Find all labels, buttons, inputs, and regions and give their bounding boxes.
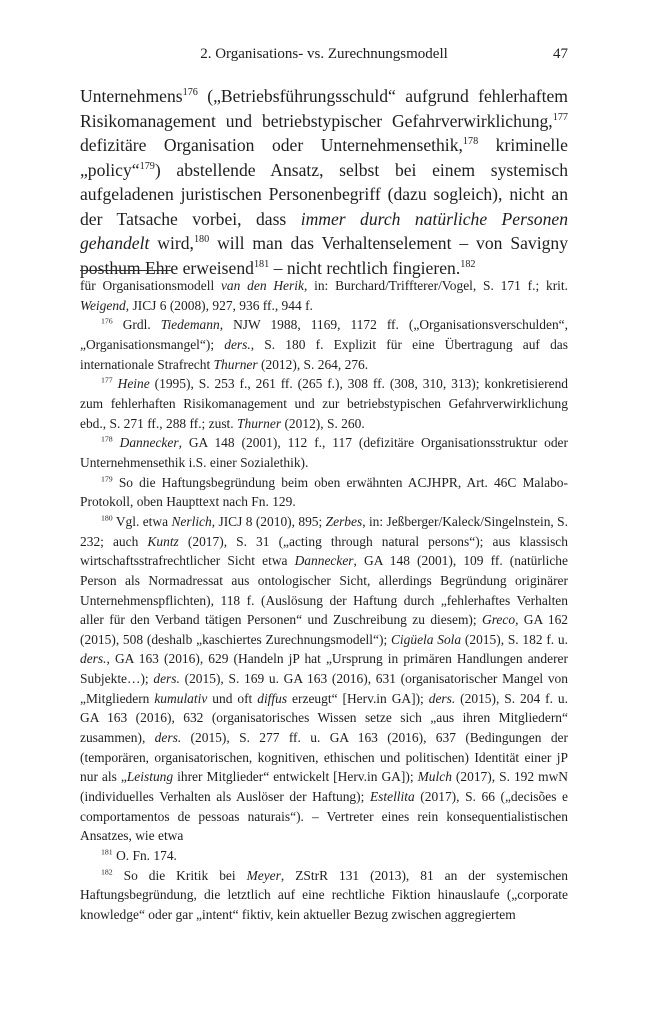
footnote-ref-176: 176 [182,87,198,99]
main-text [80,84,568,280]
footnote-ref-178: 178 [462,136,479,148]
footnote-ref-181: 181 [253,258,270,270]
footnote-separator [80,270,172,271]
footnote-ref-179: 179 [139,160,155,172]
footnote-182: $^{182}$ So die Kritik bei Meyer, ZStrR 131 (2013), 81 an der systemischen Haftungsbegründung, die letztlich auf eine rechtliche Fiktion hinauslaufe („corporate knowledge“ oder gar „intent“ fiktiv, kein aktueller Bezug zwischen aggregiertem [80,867,568,922]
footnote-ref-180: 180 [193,234,210,246]
running-head [80,46,568,68]
footnote-176: $^{176}$ Grdl. Tiedemann, NJW 1988, 1169, 1172 ff. („Organisationsverschulden“, „Organisationsmangel“); ders., S. 180 f. Explizit für eine Übertragung auf das internationale Strafrecht Thurner (2012), S. 264, 276. [80,316,568,372]
footnote-ref-177: 177 [552,111,568,123]
page-number: 47 [553,46,568,62]
emphasis: immer durch natürliche Personen gehandelt [80,208,569,253]
footnote-177: $^{177}$ Heine (1995), S. 253 f., 261 ff. (265 f.), 308 ff. (308, 310, 313); konkretisierend zum fehlerhaften Risikomanagement und zur betriebstypischen Gefahrverwirklichung ebd., S. 271 ff., 288 ff.; zust. Thurner (2012), S. 260. [80,375,569,431]
chapter-title: 2. Organisations- vs. Zurechnungsmodell [200,46,448,62]
footnotes [80,276,568,925]
footnote-continuation: für Organisationsmodell van den Herik, in: Burchard/Triffterer/Vogel, S. 171 f.; krit. Weigend, JICJ 6 (2008), 927, 936 ff., 944 f. [80,278,568,313]
footnote-181: $^{181}$ O. Fn. 174. [101,847,177,864]
footnote-179: $^{179}$ So die Haftungsbegründung beim oben erwähnten ACJHPR, Art. 46C Malabo-Protokoll, oben Haupttext nach Fn. 129. [80,474,568,510]
footnote-178: $^{178}$ Dannecker, GA 148 (2001), 112 f., 117 (defizitäre Organisationsstruktur oder Unternehmensethik i.S. einer Sozialethik). [80,434,568,470]
footnote-ref-182: 182 [460,258,476,270]
main-paragraph: Unternehmens$^{176}$ („Betriebsführungsschuld“ aufgrund fehlerhaftem Risikomanagement und betriebstypischer Gefahrverwirklichung,$^{177}$ defizitäre Organisation oder Unternehmensethik,$^{178}$ kriminelle „policy“$^{179}$) abstellende Ansatz, selbst bei einem systemisch aufgeladenen juristischen Personenbegriff (dazu sogleich), nicht an der Tatsache vorbei, dass immer durch natürliche Personen gehandelt wird,$^{180}$ will man das Verhaltenselement – von Savigny posthum Ehre erweisend$^{181}$ – nicht rechtlich fingieren.$^{182}$ [80,86,569,278]
footnote-180: $^{180}$ Vgl. etwa Nerlich, JICJ 8 (2010), 895; Zerbes, in: Jeßberger/Kaleck/Singelnstein, S. 232; auch Kuntz (2017), S. 31 („acting through natural persons“); aus klassisch wirtschaftsstrafrechtlicher Sicht etwa Dannecker, GA 148 (2001), 109 ff. (natürliche Person als Normadressat aus ontologischer Sicht, allerdings Begründung originärer Unternehmenspflichten), 118 f. (Auslösung der Haftung durch „fehlerhaftes Verhalten aller für den Verband tätigen Personen“ und Zuschreibung zu diesem); Greco, GA 162 (2015), 508 (deshalb „kaschiertes Zurechnungsmodell“); Cigüela Sola (2015), S. 182 f. u. ders., GA 163 (2016), 629 (Handeln jP hat „Ursprung in primären Handlungen anderer Subjekte…); ders. (2015), S. 169 u. GA 163 (2016), 631 (organisatorischer Mangel von „Mitgliedern kumulativ und oft diffus erzeugt“ [Herv.in GA]); ders. (2015), S. 204 f. u. GA 163 (2016), 632 (organisatorisches Wissen setze sich „aus ihren Mitgliedern“ zusammen), ders. (2015), S. 277 ff. u. GA 163 (2016), 637 (Bedingungen der (temporären, organisatorischen, kognitiven, ethischen und politischen) Identität einer jP nur als „Leistung ihrer Mitglieder“ entwickelt [Herv.in GA]); Mulch (2017), S. 192 mwN (individuelles Verhalten als Auslöser der Haftung); Estellita (2017), S. 66 („decisões e comportamentos de pessoas naturais“). – Vertreter eines rein konsequentialistischen Ansatzes, wie etwa [80,513,569,844]
